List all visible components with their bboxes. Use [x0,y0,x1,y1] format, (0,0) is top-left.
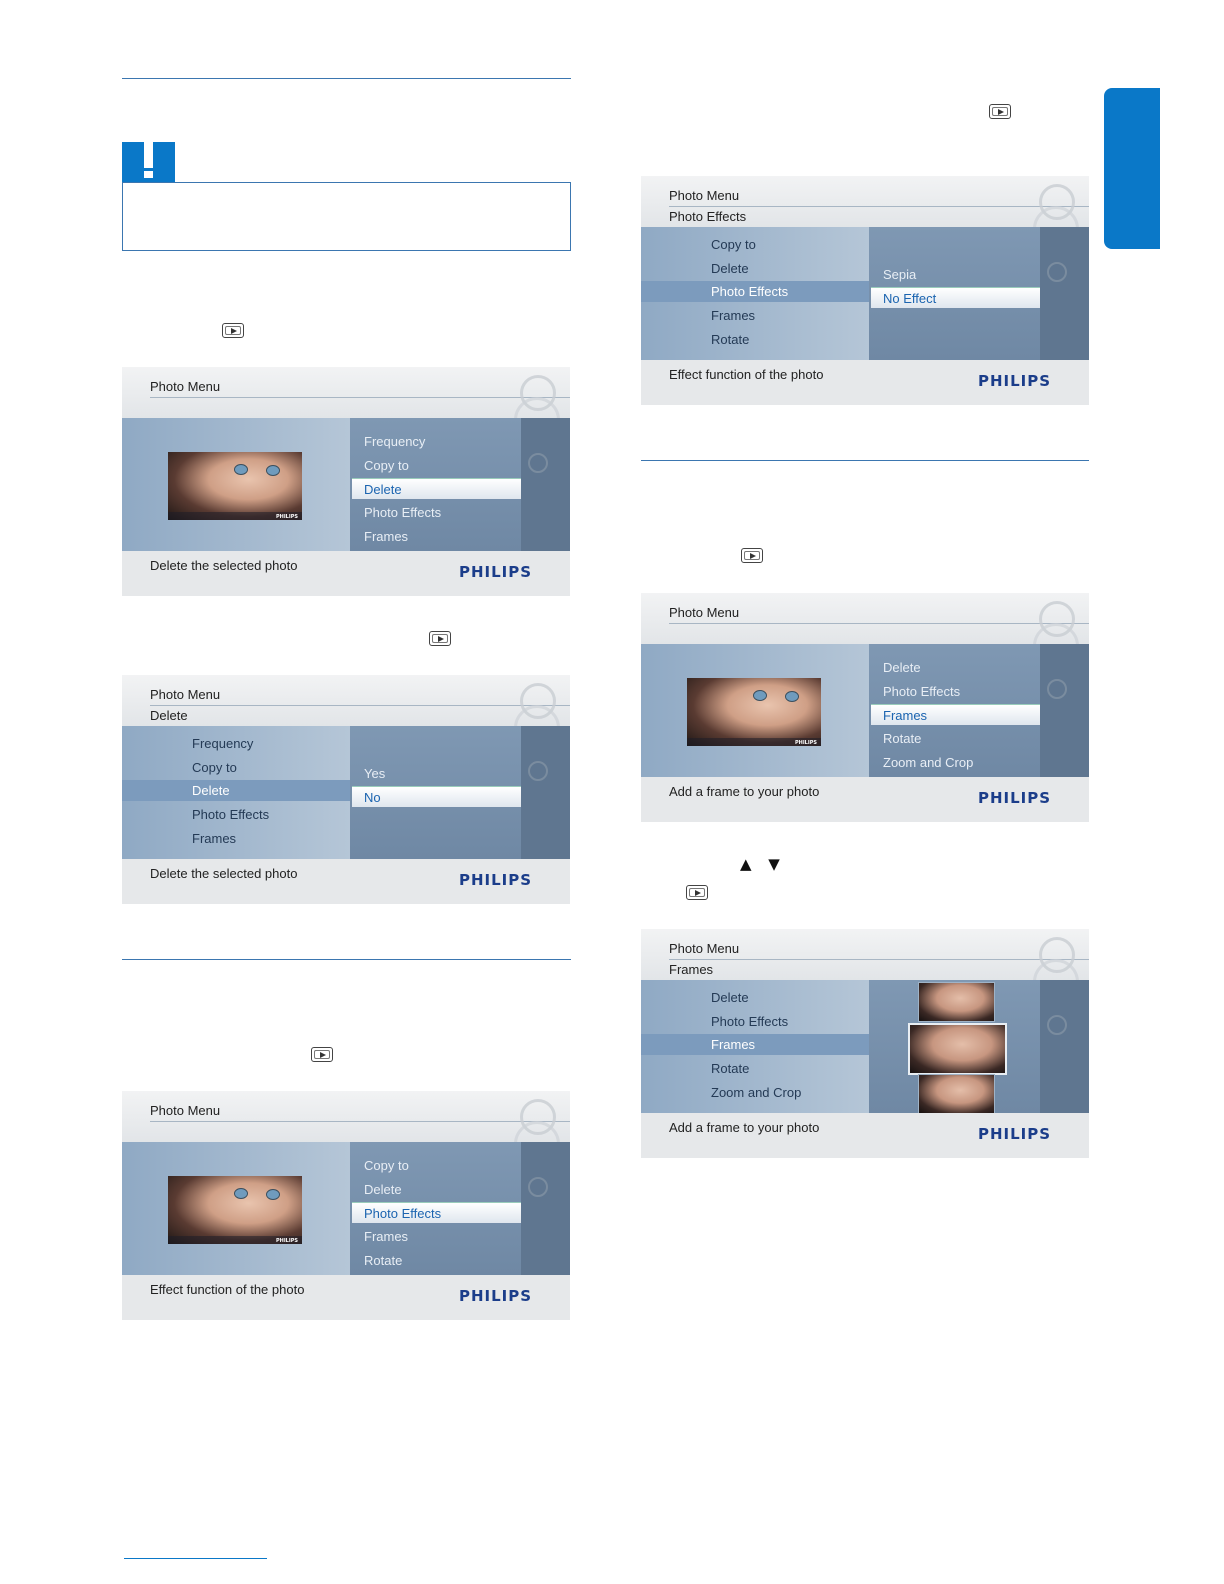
screen-photo-effects-options [641,176,1089,405]
menu-item[interactable]: Zoom and Crop [883,755,974,770]
list-item[interactable]: Frames [192,831,237,846]
list-item[interactable]: Frequency [192,736,254,751]
philips-logo: PHILIPS [978,372,1052,390]
menu-item[interactable]: Copy to [364,458,409,473]
screen-photo-menu-delete [122,367,570,596]
screen-description: Effect function of the photo [150,1282,305,1297]
list-item[interactable]: Delete [711,261,749,276]
screen-subtitle: Frames [669,962,714,977]
screen-description: Add a frame to your photo [669,1120,820,1135]
menu-item[interactable]: Delete [883,660,921,675]
philips-logo: PHILIPS [978,1125,1052,1143]
menu-item[interactable]: Rotate [364,1253,403,1268]
philips-logo: PHILIPS [978,789,1052,807]
frame-thumbnail[interactable] [918,982,995,1022]
baby-photo: PHILIPS [168,1176,302,1244]
list-item[interactable]: Delete [711,990,749,1005]
section-rule-2 [122,959,571,960]
menu-item[interactable]: Frequency [364,434,426,449]
play-button-icon [741,548,763,563]
philips-logo: PHILIPS [459,563,533,581]
screen-description: Add a frame to your photo [669,784,820,799]
baby-photo: PHILIPS [687,678,821,746]
screen-frames-options [641,929,1089,1158]
play-button-icon [989,104,1011,119]
menu-item[interactable]: Photo Effects [883,684,961,699]
list-item[interactable]: Frames [711,308,756,323]
menu-item[interactable]: Photo Effects [364,505,442,520]
screen-subtitle: Delete [150,708,188,723]
screen-description: Delete the selected photo [150,558,298,573]
list-item[interactable]: Photo Effects [192,807,270,822]
list-item-highlighted[interactable]: Photo Effects [641,281,869,302]
philips-logo: PHILIPS [459,871,533,889]
screen-description: Delete the selected photo [150,866,298,881]
list-item[interactable]: Photo Effects [711,1014,789,1029]
screen-description: Effect function of the photo [669,367,824,382]
menu-item[interactable]: Rotate [883,731,922,746]
list-item[interactable]: Copy to [711,237,756,252]
language-tab [1104,88,1160,249]
caution-frame [122,182,571,251]
menu-item[interactable]: Delete [364,1182,402,1197]
menu-item[interactable]: Frames [364,1229,409,1244]
play-button-icon [429,631,451,646]
frame-thumbnail[interactable] [918,1074,995,1114]
menu-item[interactable]: Frames [364,529,409,544]
section-rule-1 [122,78,571,79]
section-rule-3 [641,460,1089,461]
screen-photo-menu-effects [122,1091,570,1320]
menu-item-selected[interactable]: Frames [871,704,1040,725]
screen-title: Photo Menu [669,941,740,956]
option-no-effect-selected[interactable]: No Effect [871,287,1040,308]
menu-item[interactable]: Copy to [364,1158,409,1173]
philips-logo: PHILIPS [459,1287,533,1305]
caution-box [122,142,571,250]
list-item[interactable]: Rotate [711,1061,750,1076]
list-item[interactable]: Zoom and Crop [711,1085,802,1100]
screen-title: Photo Menu [150,1103,221,1118]
screen-title: Photo Menu [669,605,740,620]
menu-item-selected[interactable]: Delete [352,478,521,499]
screen-title: Photo Menu [150,379,221,394]
footer-rule [124,1558,267,1559]
screen-subtitle: Photo Effects [669,209,747,224]
frame-thumbnail-selected[interactable] [908,1023,1007,1075]
play-button-icon [311,1047,333,1062]
list-item[interactable]: Rotate [711,332,750,347]
up-down-arrow-icons: ▲ ▼ [740,855,786,873]
list-item-highlighted[interactable]: Frames [641,1034,869,1055]
screen-photo-menu-frames [641,593,1089,822]
option-sepia[interactable]: Sepia [883,267,917,282]
option-no-selected[interactable]: No [352,786,521,807]
list-item-highlighted[interactable]: Delete [122,780,350,801]
baby-photo: PHILIPS [168,452,302,520]
screen-title: Photo Menu [150,687,221,702]
screen-delete-confirm [122,675,570,904]
menu-item-selected[interactable]: Photo Effects [352,1202,521,1223]
exclamation-icon [122,142,175,182]
screen-title: Photo Menu [669,188,740,203]
option-yes[interactable]: Yes [364,766,386,781]
play-button-icon [686,885,708,900]
play-button-icon [222,323,244,338]
list-item[interactable]: Copy to [192,760,237,775]
